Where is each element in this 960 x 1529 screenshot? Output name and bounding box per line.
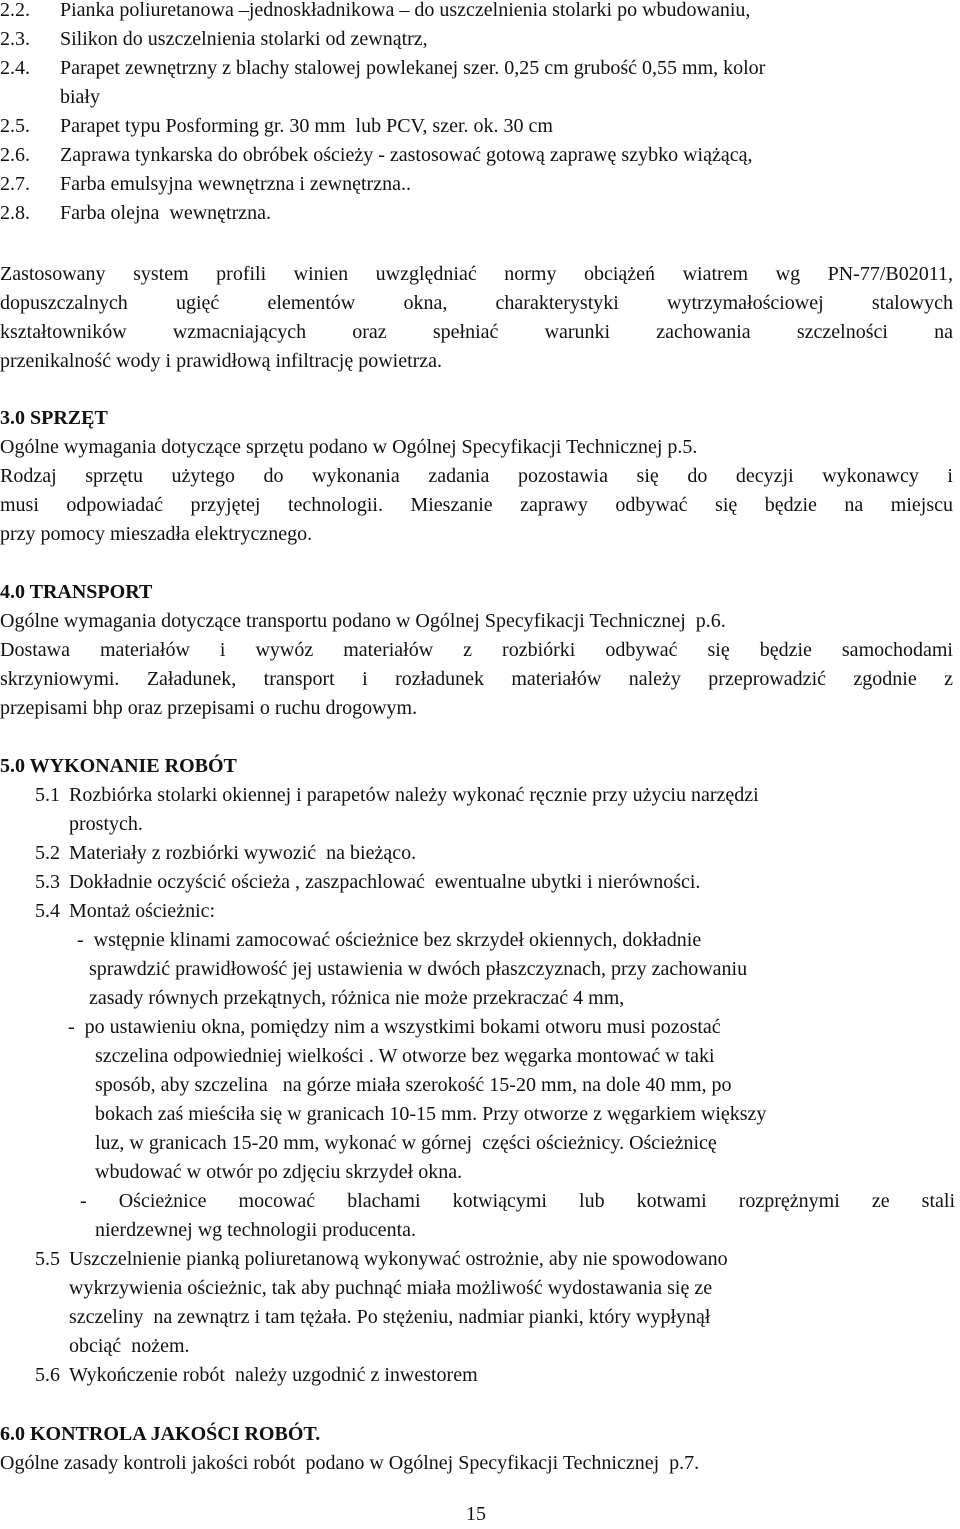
paragraph-line: musi odpowiadać przyjętej technologii. Mieszanie zaprawy odbywać się będzie na miejscu bbox=[0, 494, 953, 516]
montaz-bullet: - wstępnie klinami zamocować ościeżnice bez skrzydeł okiennych, dokładnie bbox=[77, 929, 702, 951]
paragraph-line: Ogólne wymagania dotyczące sprzętu podano w Ogólnej Specyfikacji Technicznej p.5. bbox=[0, 436, 698, 458]
paragraph-line: przenikalność wody i prawidłową infiltrację powietrza. bbox=[0, 350, 443, 372]
material-item-continuation: biały bbox=[60, 86, 100, 108]
work-item-continuation: wykrzywienia ościeżnic, tak aby puchnąć miała możliwość wydostawania się ze bbox=[69, 1277, 713, 1299]
work-item: 5.2 Materiały z rozbiórki wywozić na bieżąco. bbox=[35, 842, 417, 864]
work-item: 5.3 Dokładnie oczyścić ościeża , zaszpachlować ewentualne ubytki i nierówności. bbox=[35, 871, 701, 893]
montaz-bullet: - Ościeżnice mocować blachami kotwiącymi lub kotwami rozprężnymi ze stali bbox=[80, 1190, 955, 1212]
work-item-continuation: prostych. bbox=[69, 813, 143, 835]
montaz-bullet: - po ustawieniu okna, pomiędzy nim a wszystkimi bokami otworu musi pozostać bbox=[68, 1016, 721, 1038]
material-item: 2.8. Farba olejna wewnętrzna. bbox=[0, 202, 272, 224]
paragraph-line: kształtowników wzmacniających oraz spełniać warunki zachowania szczelności na bbox=[0, 321, 953, 343]
montaz-bullet-continuation: zasady równych przekątnych, różnica nie może przekraczać 4 mm, bbox=[89, 987, 625, 1009]
work-item: 5.1 Rozbiórka stolarki okiennej i parapetów należy wykonać ręcznie przy użyciu narzędzi bbox=[35, 784, 759, 806]
paragraph-line: Ogólne wymagania dotyczące transportu podano w Ogólnej Specyfikacji Technicznej p.6. bbox=[0, 610, 726, 632]
material-item: 2.6. Zaprawa tynkarska do obróbek ościeży - zastosować gotową zaprawę szybko wiążącą, bbox=[0, 144, 753, 166]
section-heading: 5.0 WYKONANIE ROBÓT bbox=[0, 755, 237, 777]
work-item: 5.5 Uszczelnienie pianką poliuretanową wykonywać ostrożnie, aby nie spowodowano bbox=[35, 1248, 728, 1270]
material-item: 2.5. Parapet typu Posforming gr. 30 mm lub PCV, szer. ok. 30 cm bbox=[0, 115, 553, 137]
paragraph-line: Dostawa materiałów i wywóz materiałów z rozbiórki odbywać się będzie samochodami bbox=[0, 639, 953, 661]
material-item: 2.4. Parapet zewnętrzny z blachy stalowej powlekanej szer. 0,25 cm grubość 0,55 mm, kolor bbox=[0, 57, 766, 79]
paragraph-line: przy pomocy mieszadła elektrycznego. bbox=[0, 523, 313, 545]
work-item: 5.6 Wykończenie robót należy uzgodnić z inwestorem bbox=[35, 1364, 478, 1386]
montaz-bullet-continuation: bokach zaś mieściła się w granicach 10-15 mm. Przy otworze z węgarkiem większy bbox=[95, 1103, 767, 1125]
montaz-bullet-continuation: sposób, aby szczelina na górze miała szerokość 15-20 mm, na dole 40 mm, po bbox=[95, 1074, 732, 1096]
section-heading: 6.0 KONTROLA JAKOŚCI ROBÓT. bbox=[0, 1423, 321, 1445]
work-item: 5.4 Montaż ościeżnic: bbox=[35, 900, 216, 922]
paragraph-line: Zastosowany system profili winien uwzględniać normy obciążeń wiatrem wg PN-77/B02011, bbox=[0, 263, 953, 285]
montaz-bullet-continuation: szczelina odpowiedniej wielkości . W otworze bez węgarka montować w taki bbox=[95, 1045, 715, 1067]
paragraph-line: Ogólne zasady kontroli jakości robót podano w Ogólnej Specyfikacji Technicznej p.7. bbox=[0, 1452, 700, 1474]
montaz-bullet-continuation: wbudować w otwór po zdjęciu skrzydeł okna. bbox=[95, 1161, 463, 1183]
paragraph-line: skrzyniowymi. Załadunek, transport i rozładunek materiałów należy przeprowadzić zgodnie z bbox=[0, 668, 953, 690]
montaz-bullet-continuation: nierdzewnej wg technologii producenta. bbox=[95, 1219, 416, 1241]
montaz-bullet-continuation: luz, w granicach 15-20 mm, wykonać w górnej części ościeżnicy. Ościeżnicę bbox=[95, 1132, 717, 1154]
page-number: 15 bbox=[466, 1503, 486, 1525]
work-item-continuation: szczeliny na zewnątrz i tam tężała. Po stężeniu, nadmiar pianki, który wypłynął bbox=[69, 1306, 711, 1328]
material-item: 2.2. Pianka poliuretanowa –jednoskładnikowa – do uszczelnienia stolarki po wbudowaniu, bbox=[0, 0, 751, 21]
section-heading: 4.0 TRANSPORT bbox=[0, 581, 153, 603]
work-item-continuation: obciąć nożem. bbox=[69, 1335, 190, 1357]
section-heading: 3.0 SPRZĘT bbox=[0, 407, 108, 429]
material-item: 2.7. Farba emulsyjna wewnętrzna i zewnętrzna.. bbox=[0, 173, 411, 195]
montaz-bullet-continuation: sprawdzić prawidłowość jej ustawienia w dwóch płaszczyznach, przy zachowaniu bbox=[89, 958, 748, 980]
material-item: 2.3. Silikon do uszczelnienia stolarki od zewnątrz, bbox=[0, 28, 428, 50]
paragraph-line: przepisami bhp oraz przepisami o ruchu drogowym. bbox=[0, 697, 418, 719]
paragraph-line: dopuszczalnych ugięć elementów okna, charakterystyki wytrzymałościowej stalowych bbox=[0, 292, 953, 314]
paragraph-line: Rodzaj sprzętu użytego do wykonania zadania pozostawia się do decyzji wykonawcy i bbox=[0, 465, 953, 487]
